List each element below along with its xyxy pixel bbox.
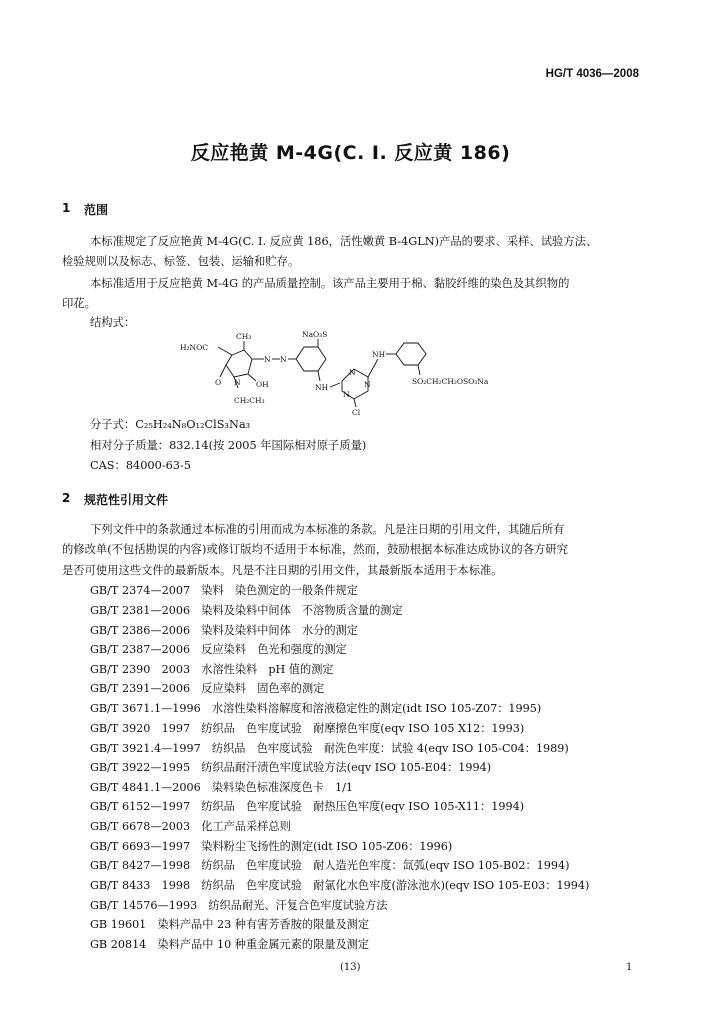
scope-para2-line2: 印花。 [62,297,96,310]
reference-item: GB/T 2391—2006 反应染料 固色率的测定 [90,682,325,695]
section-2-number: 2 [62,491,71,505]
oxo-label: O [215,378,222,387]
reference-item: GB/T 3921.4—1997 纺织品 色牢度试验 耐洗色牢度：试验 4(eqv ISO 105-C04：1989) [90,742,569,755]
reference-item: GB/T 8433 1998 纺织品 色牢度试验 耐氯化水色牢度(游泳池水)(eqv ISO 105-E03：1994) [90,879,590,892]
benzene-ring-1 [288,339,326,381]
standard-number: HG/T 4036—2008 [545,68,639,80]
reference-item: GB 19601 染料产品中 23 种有害芳香胺的限量及测定 [90,918,370,931]
triazine-n2-label: N [364,380,371,389]
scope-para1-line2: 检验规则以及标志、标签、包装、运输和贮存。 [62,255,300,268]
benzene-ring-2 [386,343,426,375]
reference-item: GB/T 2390 2003 水溶性染料 pH 值的测定 [90,663,334,676]
reference-item: GB 20814 染料产品中 10 种重金属元素的限量及测定 [90,938,370,951]
hydroxy-label: OH [256,380,269,389]
sulfone-label: SO₂CH₂CH₂OSO₃Na [412,377,489,386]
reference-item: GB/T 2386—2006 染料及染料中间体 水分的测定 [90,624,358,637]
section-2-heading: 规范性引用文件 [84,493,169,507]
triazine-ring [330,359,378,407]
page-title: 反应艳黄 M-4G(C. I. 反应黄 186) [190,142,511,164]
page-number-right: 1 [626,962,633,973]
reference-item: GB/T 3922—1995 纺织品耐汗渍色牢度试验方法(eqv ISO 105-E04：1994) [90,761,492,774]
reference-item: GB/T 2387—2006 反应染料 色光和强度的测定 [90,643,347,656]
section-1-number: 1 [62,201,71,215]
molecular-formula: 分子式：C₂₅H₂₄N₈O₁₂ClS₃Na₃ [90,418,251,431]
scope-para1-line1: 本标准规定了反应艳黄 M-4G(C. I. 反应黄 186，活性嫩黄 B-4GLN)产品的要求、采样、试验方法、 [90,235,598,248]
reference-item: GB/T 4841.1—2006 染料染色标准深度色卡 1/1 [90,781,354,794]
reference-item: GB/T 8427—1998 纺织品 色牢度试验 耐人造光色牢度：氙弧(eqv ISO 105-B02：1994) [90,859,570,872]
azo-n2-label: N [280,355,287,364]
refs-intro-line1: 下列文件中的条款通过本标准的引用而成为本标准的条款。凡是注日期的引用文件，其随后所有 [90,523,565,536]
triazine-n3-label: N [343,390,350,399]
chloro-label: Cl [352,408,361,415]
amine-1-label: NH [315,383,329,392]
ring-nitrogen-label: N [234,378,241,387]
structure-label: 结构式： [90,316,136,329]
section-1-heading: 范围 [84,203,109,217]
structural-formula [180,325,540,415]
methyl-label: CH₃ [236,332,252,341]
reference-item: GB/T 3920 1997 纺织品 色牢度试验 耐摩擦色牢度(eqv ISO 105 X12：1993) [90,722,525,735]
cas-number: CAS：84000-63-5 [90,459,191,472]
scope-para2-line1: 本标准适用于反应艳黄 M-4G 的产品质量控制。该产品主要用于棉、黏胶纤维的染色及其织物的 [90,277,570,290]
reference-item: GB/T 6152—1997 纺织品 色牢度试验 耐热压色牢度(eqv ISO 105-X11：1994) [90,800,525,813]
ethyl-label: CH₂CH₃ [234,396,265,405]
azo-n1-label: N [264,355,271,364]
molecular-weight: 相对分子质量：832.14(按 2005 年国际相对原子质量) [90,439,367,452]
reference-item: GB/T 14576—1993 纺织品耐光、汗复合色牢度试验方法 [90,899,388,912]
carbamoyl-label: H₂NOC [180,343,208,352]
reference-item: GB/T 3671.1—1996 水溶性染料溶解度和溶液稳定性的测定(idt ISO 105-Z07：1995) [90,702,542,715]
reference-item: GB/T 6678—2003 化工产品采样总则 [90,820,291,833]
reference-item: GB/T 2374—2007 染料 染色测定的一般条件规定 [90,584,358,597]
refs-intro-line3: 是否可使用这些文件的最新版本。凡是不注日期的引用文件，其最新版本适用于本标准。 [62,564,503,577]
triazine-n1-label: N [349,368,356,377]
amine-2-label: NH [372,350,386,359]
sulfonate-label: NaO₃S [302,330,328,339]
refs-intro-line2: 的修改单(不包括勘误的内容)或修订版均不适用于本标准，然而，鼓励根据本标准达成协议的各方研究 [62,543,568,556]
reference-item: GB/T 6693—1997 染料粉尘飞扬性的测定(idt ISO 105-Z06：1996) [90,840,453,853]
reference-item: GB/T 2381—2006 染料及染料中间体 不溶物质含量的测定 [90,604,403,617]
page-number-center: (13) [340,962,361,973]
